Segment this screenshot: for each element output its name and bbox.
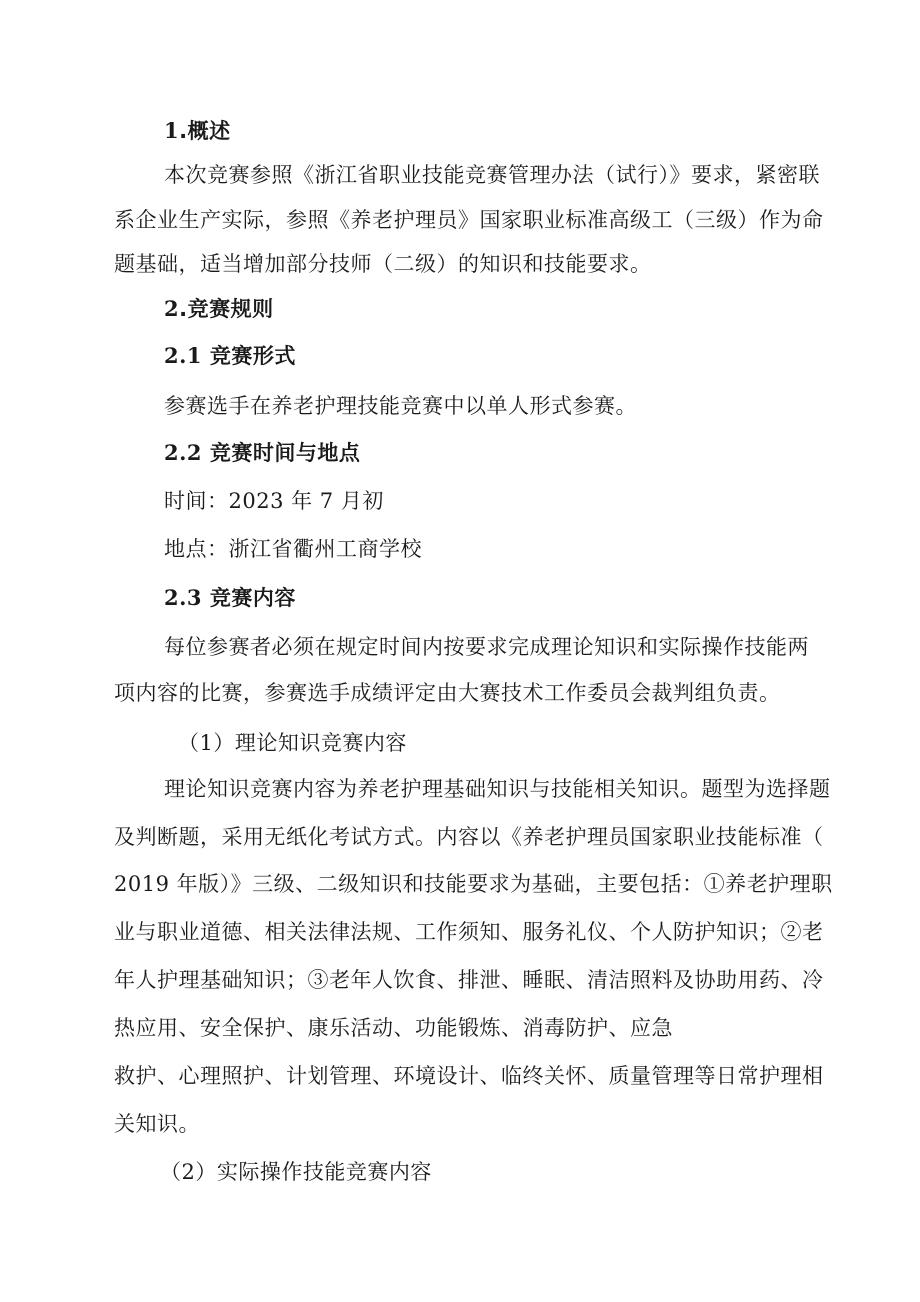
heading-text: .竞赛规则	[179, 297, 274, 321]
time-line: 时间：2023 年 7 月初	[164, 489, 384, 513]
heading-number: 2	[164, 296, 180, 321]
paragraph-line: 系企业生产实际，参照《养老护理员》国家职业标准高级工（三级）作为命	[114, 208, 824, 232]
paragraph-line: 业与职业道德、相关法律法规、工作须知、服务礼仪、个人防护知识；②老	[114, 920, 824, 944]
paragraph-line: 热应用、安全保护、康乐活动、功能锻炼、消毒防护、应急	[114, 1016, 673, 1040]
paragraph-line: 2019 年版）》三级、二级知识和技能要求为基础，主要包括：①养老护理职	[114, 872, 833, 896]
heading-overview	[164, 114, 884, 148]
heading-rules	[164, 292, 884, 326]
place-line: 地点：浙江省衢州工商学校	[164, 537, 422, 561]
heading-number: 2.1	[164, 343, 203, 368]
paragraph-line: 及判断题，采用无纸化考试方式。内容以《养老护理员国家职业技能标准（	[114, 825, 824, 849]
paragraph-line: 救护、心理照护、计划管理、环境设计、临终关怀、质量管理等日常护理相	[114, 1064, 824, 1088]
subsection-title-practical: （2）实际操作技能竞赛内容	[160, 1160, 432, 1184]
heading-competition-form	[164, 339, 884, 373]
heading-text: .概述	[179, 119, 231, 143]
heading-number: 1	[164, 118, 180, 143]
paragraph-line: 年人护理基础知识；③老年人饮食、排泄、睡眠、清洁照料及协助用药、冷	[114, 968, 824, 992]
heading-text: 竞赛时间与地点	[202, 441, 361, 465]
heading-number: 2.2	[164, 440, 203, 465]
paragraph-line: 题基础，适当增加部分技师（二级）的知识和技能要求。	[114, 252, 652, 276]
heading-text: 竞赛形式	[202, 344, 296, 368]
subsection-title-theory: （1）理论知识竞赛内容	[178, 731, 407, 755]
paragraph-line: 关知识。	[114, 1112, 200, 1136]
paragraph-line: 本次竞赛参照《浙江省职业技能竞赛管理办法（试行）》要求，紧密联	[164, 163, 820, 187]
paragraph-line: 理论知识竞赛内容为养老护理基础知识与技能相关知识。题型为选择题	[164, 777, 831, 801]
heading-competition-content	[164, 581, 884, 615]
heading-time-place	[164, 436, 884, 470]
paragraph-line: 参赛选手在养老护理技能竞赛中以单人形式参赛。	[164, 394, 637, 418]
heading-number: 2.3	[164, 585, 203, 610]
heading-text: 竞赛内容	[202, 586, 296, 610]
paragraph-line: 每位参赛者必须在规定时间内按要求完成理论知识和实际操作技能两	[164, 635, 809, 659]
paragraph-line: 项内容的比赛，参赛选手成绩评定由大赛技术工作委员会裁判组负责。	[114, 681, 781, 705]
